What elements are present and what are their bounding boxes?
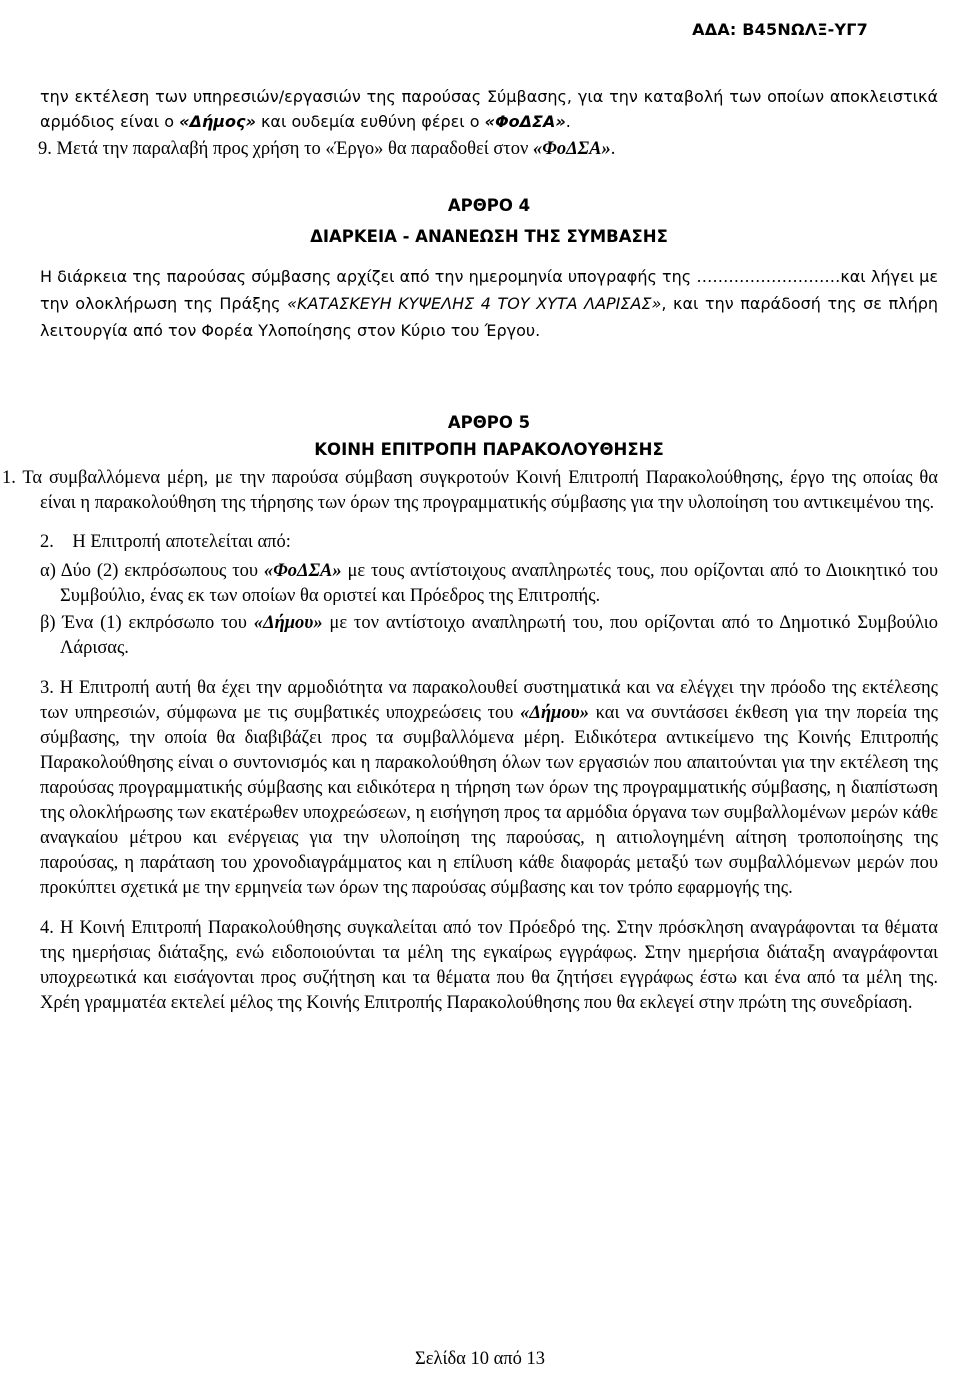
article-5-item-2: 2. Η Επιτροπή αποτελείται από: xyxy=(40,532,291,552)
article-5-title: ΑΡΘΡΟ 5 xyxy=(447,413,531,432)
fodsa-term: «ΦοΔΣΑ» xyxy=(484,112,566,131)
page-number: Σελίδα 10 από 13 xyxy=(414,1349,546,1369)
article-4-subtitle: ΔΙΑΡΚΕΙΑ - ΑΝΑΝΕΩΣΗ ΤΗΣ ΣΥΜΒΑΣΗΣ xyxy=(310,227,668,246)
article-4-paragraph: Η διάρκεια της παρούσας σύμβασης αρχίζει από την ημερομηνία υπογραφής της ………………………και λήγει με την ολοκλήρωση της Πράξης «ΚΑΤΑΣΚΕΥΗ ΚΥΨΕΛΗΣ 4 ΤΟΥ ΧΥΤΑ ΛΑΡΙΣΑΣ», και την παράδοσή της σε πλήρη λειτουργία από τον Φορέα Υλοποίησης στον Κύριο του Έργου. xyxy=(40,267,939,340)
article-4-title: ΑΡΘΡΟ 4 xyxy=(447,196,531,215)
project-title: «ΚΑΤΑΣΚΕΥΗ ΚΥΨΕΛΗΣ 4 ΤΟΥ ΧΥΤΑ ΛΑΡΙΣΑΣ» xyxy=(287,294,662,313)
dimou-term: «Δήμου» xyxy=(253,613,323,633)
fodsa-term: «ΦοΔΣΑ» xyxy=(532,139,611,159)
article-5-item-4: 4. Η Κοινή Επιτροπή Παρακολούθησης συγκαλείται από τον Πρόεδρό της. Στην πρόσκληση αναγράφονται τα θέματα της ημερήσιας διάταξης, ενώ ειδοποιούνται τα μέλη της εγκαίρως εγγράφως. Στην ημερήσια διάταξη αναγράφονται υποχρεωτικά και εισάγονται προς συζήτηση και τα θέματα που θα ζητήσει εγγράφως έστω και ένα από τα μέλη της. Χρέη γραμματέα εκτελεί μέλος της Κοινής Επιτροπής Παρακολούθησης που θα εκλεγεί στην πρώτη της συνεδρίαση. xyxy=(40,918,938,1013)
intro-paragraph: την εκτέλεση των υπηρεσιών/εργασιών της παρούσας Σύμβασης, για την καταβολή των οποίων αποκλειστικά αρμόδιος είναι ο «Δήμος» και ουδεμία ευθύνη φέρει ο «ΦοΔΣΑ». xyxy=(40,87,938,131)
fodsa-term: «ΦοΔΣΑ» xyxy=(263,561,342,581)
article-5-item-3: 3. Η Επιτροπή αυτή θα έχει την αρμοδιότητα να παρακολουθεί συστηματικά και να ελέγχει την πρόοδο της εκτέλεσης των υπηρεσιών, σύμφωνα με τις συμβατικές υποχρεώσεις του «Δήμου» και να συντάσσει έκθεση για την πορεία της σύμβασης, την οποία θα διαβιβάζει προς τα συμβαλλόμενα μέρη. Ειδικότερα αντικείμενο της Κοινής Επιτροπής Παρακολούθησης είναι ο συντονισμός και η παρακολούθηση όλων των εργασιών που απαιτούνται για την εκτέλεση της παρούσας προγραμματικής σύμβασης και ειδικότερα η τήρηση των όρων της προγραμματικής σύμβασης, η διαπίστωση της ολοκλήρωσης των εκατέρωθεν υποχρεώσεων, η εισήγηση προς τα αρμόδια όργανα των συμβαλλομένων μερών κάθε αναγκαίου μέτρου και ενέργειας για την υλοποίηση της παρούσας, η αιτιολογημένη αίτηση τροποποίησης της παρούσας, η παράταση του χρονοδιαγράμματος και η επίλυση κάθε διαφοράς μεταξύ των συμβαλλόμενων μερών που προκύπτει σχετικά με την ερμηνεία των όρων της παρούσας σύμβασης και τον τρόπο εφαρμογής της. xyxy=(40,678,938,898)
article-5-item-2a: α) Δύο (2) εκπρόσωπους του «ΦοΔΣΑ» με τους αντίστοιχους αναπληρωτές τους, που ορίζονται από το Διοικητικό του Συμβούλιο, ένας εκ των οποίων θα οριστεί και Πρόεδρος της Επιτροπής. xyxy=(40,561,938,606)
dimou-term: «Δήμου» xyxy=(520,703,589,723)
item-9: 9. Μετά την παραλαβή προς χρήση το «Έργο» θα παραδοθεί στον «ΦοΔΣΑ». xyxy=(38,139,616,159)
ada-header: ΑΔΑ: Β45ΝΩΛΞ-ΥΓ7 xyxy=(692,20,868,39)
article-5-item-1: 1. Τα συμβαλλόμενα μέρη, με την παρούσα σύμβαση συγκροτούν Κοινή Επιτροπή Παρακολούθησης, έργο της οποίας θα είναι η παρακολούθηση της τήρησης των όρων της προγραμματικής σύμβασης για την υλοποίηση του αντικειμένου της. xyxy=(2,468,938,513)
document-body xyxy=(2,84,939,1016)
article-5-subtitle: ΚΟΙΝΗ ΕΠΙΤΡΟΠΗ ΠΑΡΑΚΟΛΟΥΘΗΣΗΣ xyxy=(314,440,664,459)
dimos-term: «Δήμος» xyxy=(179,112,256,131)
article-5-item-2b: β) Ένα (1) εκπρόσωπο του «Δήμου» με τον αντίστοιχο αναπληρωτή του, που ορίζονται από το Δημοτικό Συμβούλιο Λάρισας. xyxy=(40,613,938,658)
